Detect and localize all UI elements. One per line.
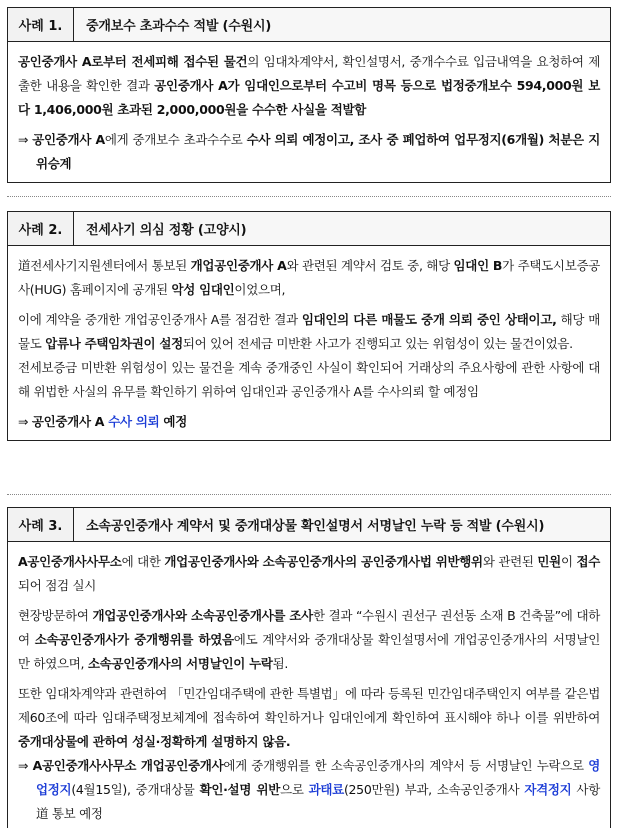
separator-1 (7, 196, 611, 197)
case-3-highlight: 영업정지 (36, 758, 600, 797)
case-3-text: 소속공인중개사가 중개행위를 하였음 (34, 632, 234, 647)
case-3-text: 개업공인중개사와 소속공인중개사를 조사 (92, 608, 313, 623)
case-2-conclusion (18, 410, 600, 434)
case-3-text: (250만원) 부과, 소속공인중개사 (343, 782, 525, 797)
case-3-tag: 사례 3. (8, 508, 74, 541)
case-3-text: 확인·설명 위반 (199, 782, 281, 797)
case-2-header (8, 212, 610, 246)
case-1-box (7, 7, 611, 183)
case-3-para-2 (18, 604, 600, 676)
case-2-text: 악성 임대인 (171, 282, 235, 297)
case-3-para-3 (18, 682, 600, 754)
case-2-highlight: 수사 의뢰 (108, 414, 160, 429)
case-1-text: 공인중개사 A (32, 132, 105, 147)
case-2-para-2 (18, 308, 600, 356)
case-2-text: 와 관련된 계약서 검토 중, 해당 (286, 258, 454, 273)
case-2-text: 임대인 B (453, 258, 503, 273)
case-2-text: 공인중개사 A (31, 414, 109, 429)
case-3-text: 또한 임대차계약과 관련하여 「민간임대주택에 관한 특별법」에 따라 등록된 민간임대주택인지 여부를 같은법 제60조에 따라 임대주택정보체계에 접속하여 확인하거나 임대인에게 확인하여 표시해야 하나 이를 위반하여 (18, 686, 600, 725)
case-1-text: 공인중개사 A로부터 전세피해 접수된 물건 (18, 54, 248, 69)
case-1-body (8, 42, 610, 182)
case-3-text: 사항 道 통보 예정 (36, 782, 600, 821)
case-2-text: 해당 매물도 (18, 312, 600, 351)
case-1-text: 에게 중개보수 초과수수로 (104, 132, 247, 147)
case-3-text: A공인중개사사무소 개업공인중개사 (32, 758, 224, 773)
case-1-conclusion (18, 128, 600, 176)
case-2-text: 압류나 주택임차권이 설정 (45, 336, 183, 351)
case-3-text: (4월15일), 중개대상물 (71, 782, 200, 797)
case-3-text: 으로 (280, 782, 309, 797)
arrow-icon: ⇒ (18, 414, 32, 429)
case-3-text: 됨. (272, 656, 289, 671)
case-3-text: 중개대상물에 관하여 성실·정확하게 설명하지 않음. (18, 734, 291, 749)
case-2-para-1 (18, 254, 600, 302)
case-3-text: 민원 (537, 554, 561, 569)
case-3-body (8, 542, 610, 828)
case-3-text: 이 (560, 554, 577, 569)
case-3-text: A공인중개사사무소 (18, 554, 122, 569)
case-1-title: 중개보수 초과수수 적발 (수원시) (74, 8, 610, 41)
case-3-text: 현장방문하여 (18, 608, 93, 623)
case-2-box (7, 211, 611, 441)
arrow-icon: ⇒ (18, 758, 33, 773)
case-2-text: 道전세사기지원센터에서 통보된 (18, 258, 191, 273)
case-3-text: 에게 중개행위를 한 소속공인중개사의 계약서 등 서명날인 누락으로 (223, 758, 589, 773)
case-3-box (7, 507, 611, 828)
case-3-title: 소속공인중개사 계약서 및 중개대상물 확인설명서 서명날인 누락 등 적발 (수원시) (74, 508, 610, 541)
case-3-highlight: 과태료 (308, 782, 344, 797)
case-2-text: 되어 있어 전세금 미반환 사고가 진행되고 있는 위험성이 있는 물건이었음. (182, 336, 573, 351)
case-2-text: 가 주택도시보증공사(HUG) 홈페이지에 공개된 (18, 258, 601, 297)
arrow-icon: ⇒ (18, 132, 33, 147)
case-3-header (8, 508, 610, 542)
case-3-text: 되어 점검 실시 (18, 578, 96, 593)
case-2-text: 개업공인중개사 A (190, 258, 287, 273)
case-3-para-1 (18, 550, 600, 598)
case-3-text: 에 대한 (121, 554, 165, 569)
case-3-text: 한 결과 “수원시 권선구 권선동 소재 B 건축물”에 대하여 (18, 608, 600, 647)
case-1-text: 의 임대차계약서, 확인설명서, 중개수수료 입금내역을 요청하여 제출한 내용을 확인한 결과 (18, 54, 600, 93)
case-3-highlight: 자격정지 (524, 782, 572, 797)
case-1-tag: 사례 1. (8, 8, 74, 41)
case-3-text: 에도 계약서와 중개대상물 확인설명서에 개업공인중개사의 서명날인만 하였으며, (18, 632, 601, 671)
case-2-tag: 사례 2. (8, 212, 74, 245)
case-3-text: 접수 (576, 554, 600, 569)
case-2-text: 예정 (159, 414, 187, 429)
case-2-text: 이에 계약을 중개한 개업공인중개사 A를 점검한 결과 (18, 312, 302, 327)
case-1-header (8, 8, 610, 42)
case-1-para-1 (18, 50, 600, 122)
case-2-body (8, 246, 610, 440)
case-3-conclusion (18, 754, 600, 826)
case-2-text: 임대인의 다른 매물도 중개 의뢰 중인 상태이고, (301, 312, 557, 327)
case-2-title: 전세사기 의심 정황 (고양시) (74, 212, 610, 245)
case-2-text: 이었으며, (234, 282, 286, 297)
case-1-text: 수사 의뢰 예정이고, 조사 중 폐업하여 업무정지(6개월) 처분은 지위승계 (36, 132, 600, 171)
case-1-text: 공인중개사 A가 임대인으로부터 수고비 명목 등으로 법정중개보수 594,000원 보다 1,406,000원 초과된 2,000,000원을 수수한 사실을 적발함 (18, 78, 600, 117)
case-3-text: 개업공인중개사와 소속공인중개사의 공인중개사법 위반행위 (164, 554, 483, 569)
case-3-text: 소속공인중개사의 서명날인이 누락 (87, 656, 273, 671)
case-3-text: 와 관련된 (482, 554, 538, 569)
separator-2 (7, 494, 611, 495)
case-2-para-3: 전세보증금 미반환 위험성이 있는 물건을 계속 중개중인 사실이 확인되어 거래상의 주요사항에 관한 사항에 대해 위법한 사실의 유무를 확인하기 위하여 임대인과 공인중개사 A를 수사의뢰 할 예정임 (18, 360, 600, 399)
